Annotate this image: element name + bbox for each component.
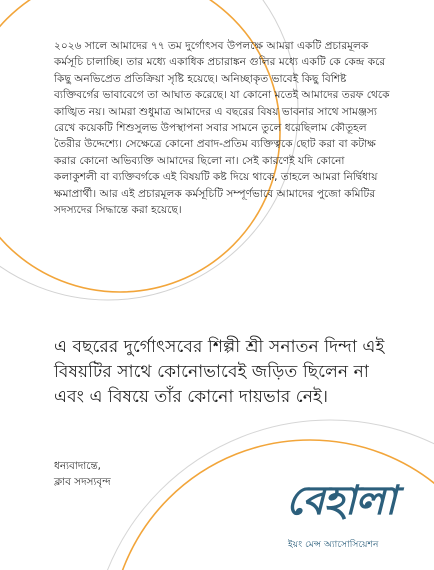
logo-tagline: ইয়ং মেন্স অ্যাসোসিয়েশন <box>288 539 379 550</box>
signoff-club-members: ক্লাব সদস্যবৃন্দ <box>54 476 111 488</box>
club-logo <box>280 475 426 565</box>
signoff-thanks: ধন্যবাদান্তে, <box>54 460 101 472</box>
artist-clarification: এ বছরের দুর্গোৎসবের শিল্পী শ্রী সনাতন দিন্দা এই বিষয়টির সাথে কোনোভাবেই জড়িত ছিলেন না এবং এ বিষয়ে তাঁর কোনো দায়ভার নেই। <box>54 337 385 407</box>
logo-brand-text: বেহালা <box>286 477 396 524</box>
apology-paragraph: ২০২৬ সালে আমাদের ৭৭ তম দুর্গোৎসব উপলক্ষে আমরা একটি প্রচারমূলক কর্মসূচি চালাচ্ছি। তার মধ্যে একাধিক প্রচারাঙ্কন গুলির মধ্যে একটি কে কেন্দ্র করে কিছু অনভিপ্রেত প্রতিক্রিয়া সৃষ্টি হয়েছে। অনিচ্ছাকৃত ভাবেই কিছু বিশিষ্ট ব্যক্তিবর্গের ভাবাবেগে তা আঘাত করেছে। যা কোনো মতেই আমাদের তরফ থেকে কাঙ্খিত নয়। আমরা শুধুমাত্র আমাদের এ বছরের বিষয় ভাবনার সাথে সামঞ্জস্য রেখে কয়েকটি শিশুসুলভ উপস্থাপনা সবার সামনে তুলে ধরেছিলাম কৌতূহল তৈরীর উদ্দেশ্যে। সেক্ষেত্রে কোনো প্রবাদ-প্রতিম ব্যক্তিত্বকে ছোট করা বা কটাক্ষ করার কোনো অভিব্যক্তি আমাদের ছিলো না। সেই কারণেই যদি কোনো কলাকুশলী বা ব্যক্তিবর্গকে এই বিষয়টি কষ্ট দিয়ে থাকে, তাহলে আমরা নির্দ্বিধায় ক্ষমাপ্রার্থী। আর এই প্রচারমূলক কর্মসূচিটি সম্পূর্ণভাবে আমাদের পুজো কমিটির সদস্যদের সিদ্ধান্তে করা হয়েছে। <box>54 40 390 217</box>
signoff-block <box>54 458 254 490</box>
